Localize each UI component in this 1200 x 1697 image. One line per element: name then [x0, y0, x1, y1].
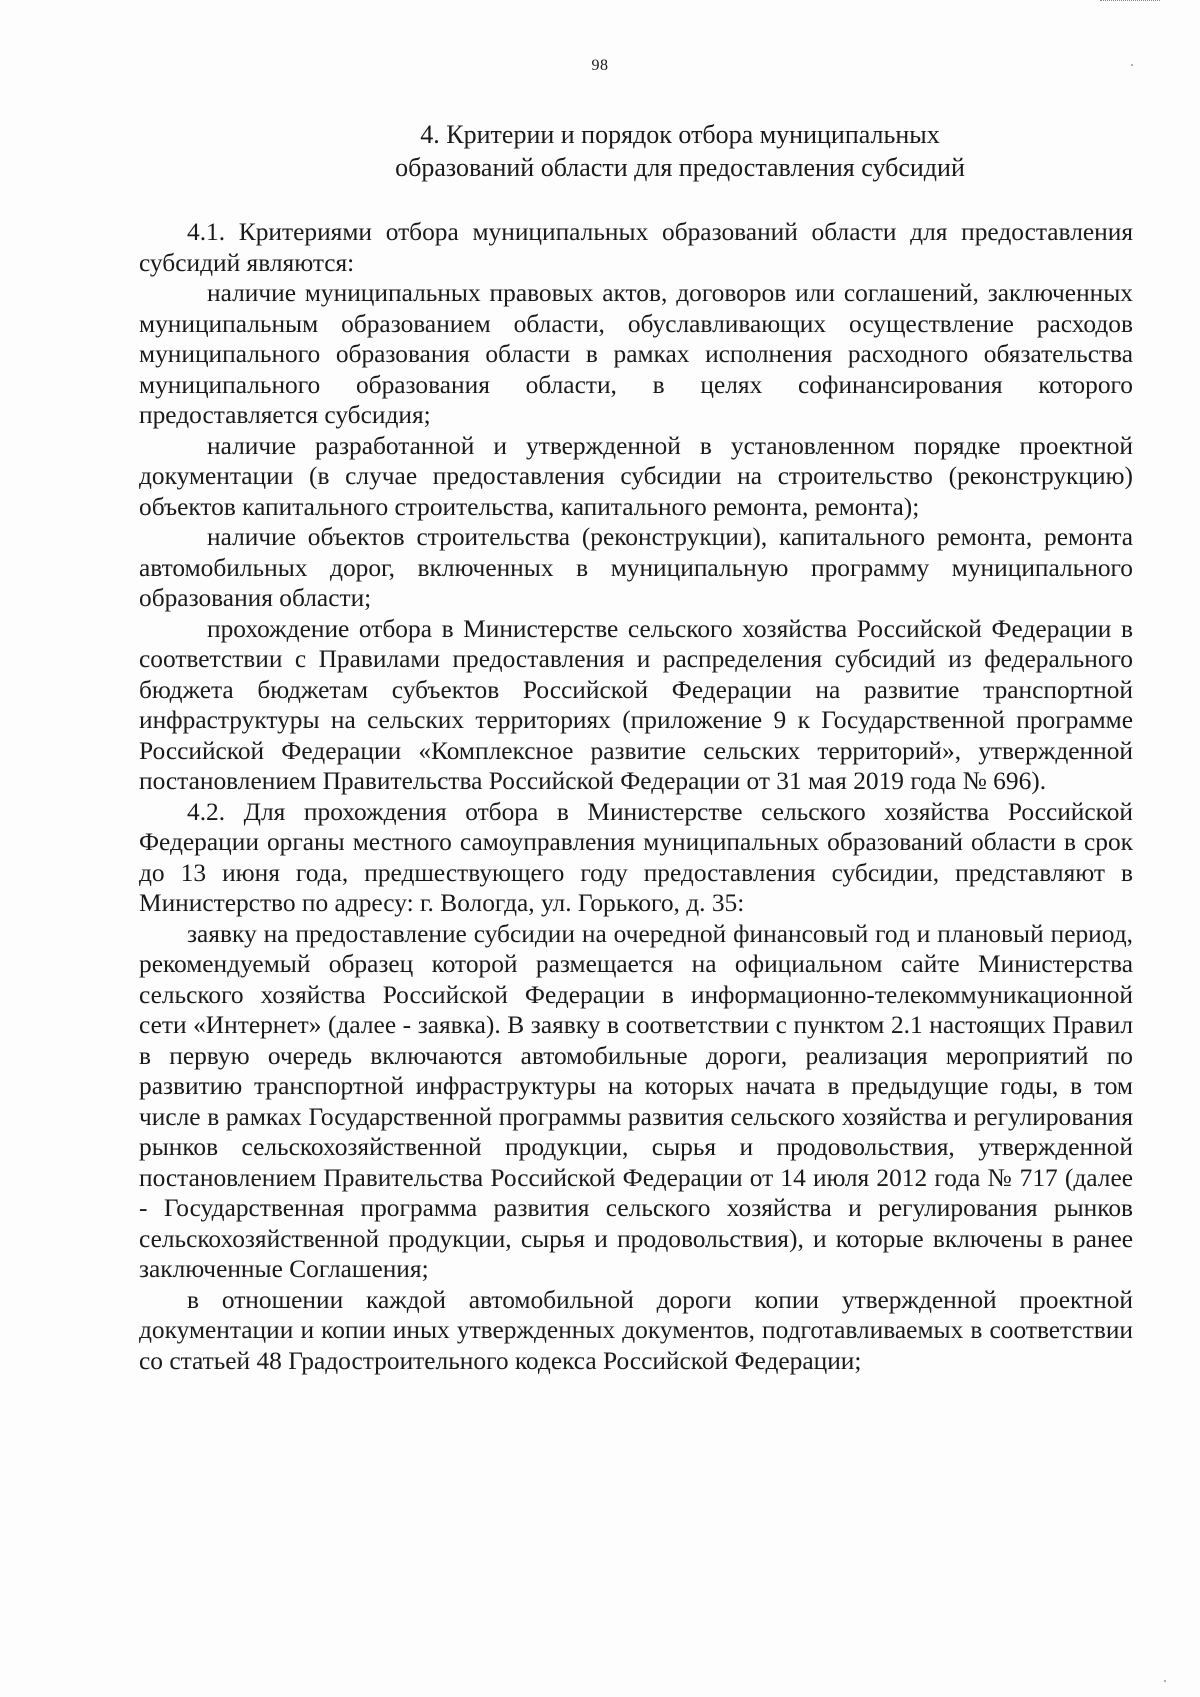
section-heading-line-1: 4. Критерии и порядок отбора муниципальных: [420, 120, 940, 149]
criterion-legal-acts: наличие муниципальных правовых актов, договоров или соглашений, заключенных муниципальным образованием области, обуславливающих осуществление расходов муниципального образования области в рамках исполнения расходного обязательства муниципального образования области, в целях софинансирования которого предоставляется субсидия;: [139, 279, 1133, 429]
scan-artifact-top: [1100, 0, 1160, 5]
paragraph-4-2: 4.2. Для прохождения отбора в Министерстве сельского хозяйства Российской Федерации органы местного самоуправления муниципальных образований области в срок до 13 июня года, предшествующего году предоставления субсидии, представляют в Министерство по адресу: г. Вологда, ул. Горького, д. 35:: [139, 797, 1133, 917]
section-heading: [300, 118, 1060, 184]
criterion-road-objects: наличие объектов строительства (реконструкции), капитального ремонта, ремонта автомобильных дорог, включенных в муниципальную программу муниципального образования области;: [139, 523, 1133, 612]
scan-speck: [1164, 1680, 1166, 1682]
document-body: [139, 217, 1133, 1376]
application-requirement: заявку на предоставление субсидии на очередной финансовый год и плановый период, рекомендуемый образец которой размещается на официальном сайте Министерства сельского хозяйства Российской Федерации в информационно-телекоммуникационной сети «Интернет» (далее - заявка). В заявку в соответствии с пунктом 2.1 настоящих Правил в первую очередь включаются автомобильные дороги, реализация мероприятий по развитию транспортной инфраструктуры на которых начата в предыдущие годы, в том числе в рамках Государственной программы развития сельского хозяйства и регулирования рынков сельскохозяйственной продукции, сырья и продовольствия, утвержденной постановлением Правительства Российской Федерации от 14 июля 2012 года № 717 (далее - Государственная программа развития сельского хозяйства и регулирования рынков сельскохозяйственной продукции, сырья и продовольствия), и которые включены в ранее заключенные Соглашения;: [139, 919, 1133, 1283]
paragraph-4-1: 4.1. Критериями отбора муниципальных образований области для предоставления субсидий являются:: [139, 218, 1133, 277]
criterion-project-documentation: наличие разработанной и утвержденной в установленном порядке проектной документации (в случае предоставления субсидии на строительство (реконструкцию) объектов капитального строительства, капитального ремонта, ремонта);: [139, 431, 1133, 521]
documentation-copies-requirement: в отношении каждой автомобильной дороги копии утвержденной проектной документации и копии иных утвержденных документов, подготавливаемых в соответствии со статьей 48 Градостроительного кодекса Российской Федерации;: [139, 1285, 1133, 1375]
criterion-ministry-selection: прохождение отбора в Министерстве сельского хозяйства Российской Федерации в соответствии с Правилами предоставления и распределения субсидий из федерального бюджета бюджетам субъектов Российской Федерации на развитие транспортной инфраструктуры на сельских территориях (приложение 9 к Государственной программе Российской Федерации «Комплексное развитие сельских территорий», утвержденной постановлением Правительства Российской Федерации от 31 мая 2019 года № 696).: [139, 614, 1133, 795]
section-heading-line-2: образований области для предоставления субсидий: [395, 153, 965, 182]
page-number: 98: [591, 57, 609, 74]
